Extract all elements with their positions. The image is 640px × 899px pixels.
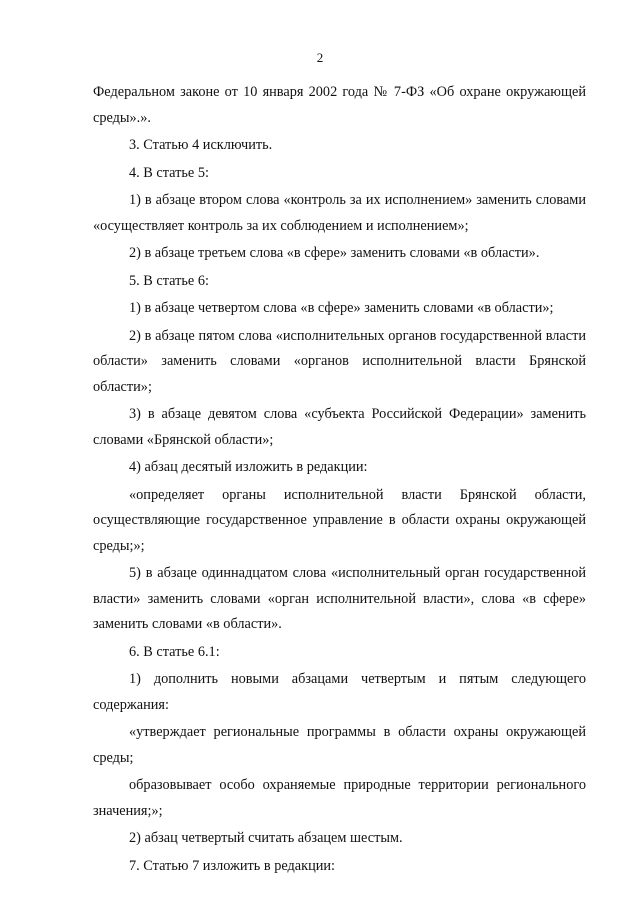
paragraph-2: 3. Статью 4 исключить. <box>129 137 273 153</box>
paragraph-16: образовывает особо охраняемые природные территории регионального значения;»; <box>93 777 586 819</box>
paragraph-14: 1) дополнить новыми абзацами четвертым и пятым следующего содержания: <box>93 671 586 713</box>
paragraph-8: 2) в абзаце пятом слова «исполнительных органов государственной власти области» заменить словами «органов исполнительной власти Брянской области»; <box>93 327 586 395</box>
paragraph-7: 1) в абзаце четвертом слова «в сфере» заменить словами «в области»; <box>129 300 554 316</box>
paragraph-17: 2) абзац четвертый считать абзацем шестым. <box>129 830 403 846</box>
paragraph-3: 4. В статье 5: <box>129 164 209 181</box>
paragraph-5: 2) в абзаце третьем слова «в сфере» заменить словами «в области». <box>129 245 540 261</box>
paragraph-13: 6. В статье 6.1: <box>129 643 220 660</box>
paragraph-12: 5) в абзаце одиннадцатом слова «исполнительный орган государственной власти» заменить словами «орган исполнительной власти», слова «в сфере» заменить словами «в области». <box>93 565 586 632</box>
document-body <box>93 80 586 879</box>
paragraph-9: 3) в абзаце девятом слова «субъекта Российской Федерации» заменить словами «Брянской области»; <box>93 406 586 448</box>
paragraph-18: 7. Статью 7 изложить в редакции: <box>129 857 336 874</box>
paragraph-1: Федеральном законе от 10 января 2002 года № 7-ФЗ «Об охране окружающей среды».». <box>93 84 586 126</box>
page-number: 2 <box>316 50 324 65</box>
paragraph-4: 1) в абзаце втором слова «контроль за их исполнением» заменить словами «осуществляет контроль за их соблюдением и исполнением»; <box>93 192 586 234</box>
paragraph-10: 4) абзац десятый изложить в редакции: <box>129 459 368 475</box>
paragraph-15: «утверждает региональные программы в области охраны окружающей среды; <box>93 724 586 766</box>
paragraph-11: «определяет органы исполнительной власти Брянской области, осуществляющие государственное управление в области охраны окружающей среды;»; <box>93 486 586 554</box>
paragraph-6: 5. В статье 6: <box>129 272 209 289</box>
